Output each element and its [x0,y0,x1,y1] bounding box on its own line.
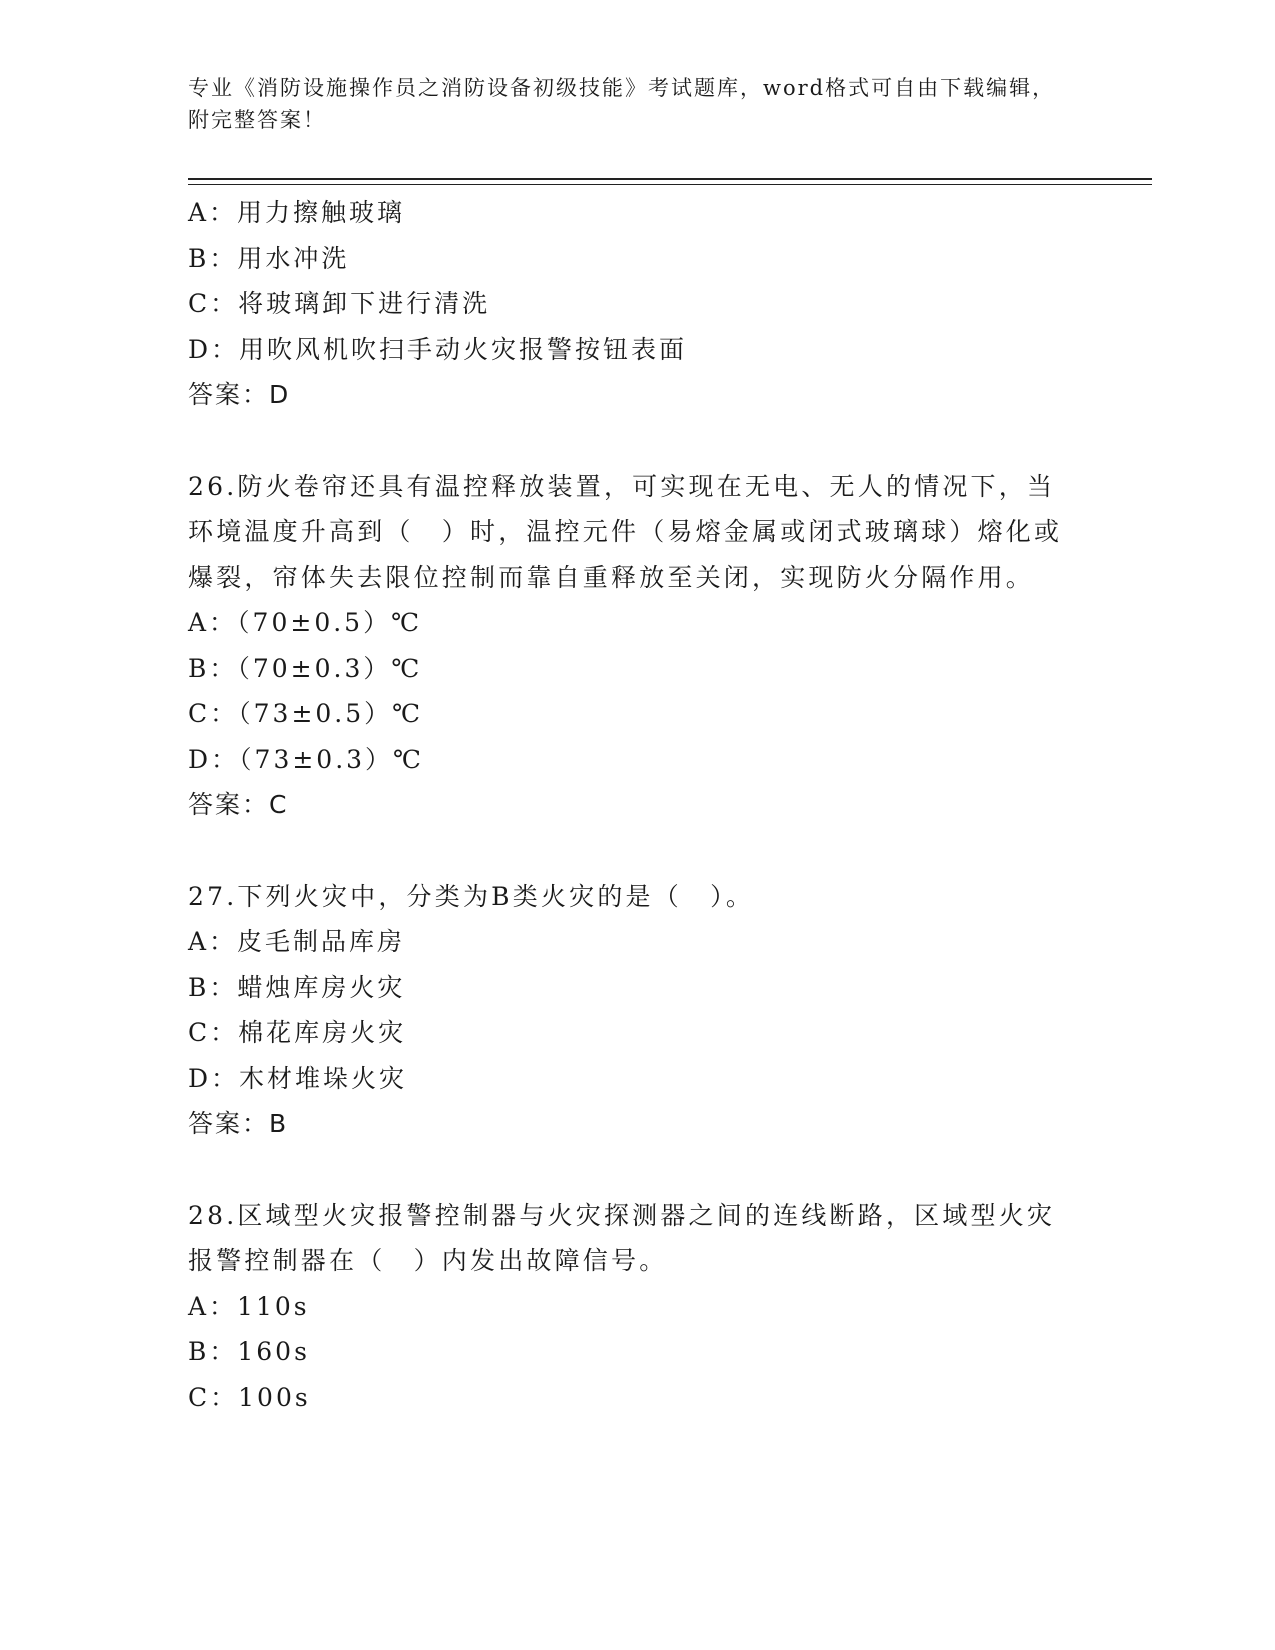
option-c: C：将玻璃卸下进行清洗 [188,289,491,318]
question-28 [188,1193,1088,1421]
document-content [188,190,1088,1420]
spacer [188,1147,1088,1193]
option-d: D：用吹风机吹扫手动火灾报警按钮表面 [188,334,688,364]
option-d: D：（73±0.3）℃ [188,744,425,774]
option-a: A：110s [188,1291,310,1321]
option-a: A：（70±0.5）℃ [188,608,423,637]
option-b: B：160s [188,1337,310,1366]
question-stem: 28.区域型火灾报警控制器与火灾探测器之间的连线断路，区域型火灾报警控制器在（ ）内发出故障信号。 [188,1200,1056,1275]
answer-line: 答案：C [188,790,289,819]
question-stem: 27.下列火灾中，分类为B类火灾的是（ ）。 [188,881,755,911]
option-c: C：100s [188,1382,311,1412]
option-a: A：用力擦触玻璃 [188,198,406,227]
document-header: 专业《消防设施操作员之消防设备初级技能》考试题库，word格式可自由下载编辑，附完整答案！ [188,76,1056,132]
option-d: D：木材堆垛火灾 [188,1063,408,1093]
spacer [188,828,1088,874]
option-b: B：用水冲洗 [188,243,350,273]
option-a: A：皮毛制品库房 [188,927,406,956]
option-c: C：棉花库房火灾 [188,1018,407,1047]
question-27 [188,874,1088,1147]
option-b: B：（70±0.3）℃ [188,653,423,683]
header-rule-thick [188,178,1152,180]
option-c: C：（73±0.5）℃ [188,699,424,728]
question-26 [188,464,1088,828]
option-b: B：蜡烛库房火灾 [188,972,406,1002]
answer-line: 答案：D [188,380,291,409]
answer-line: 答案：B [188,1109,289,1138]
question-stem: 26.防火卷帘还具有温控释放装置，可实现在无电、无人的情况下，当环境温度升高到（ ）时，温控元件（易熔金属或闭式玻璃球）熔化或爆裂，帘体失去限位控制而靠自重释放至关闭，实现防火分隔作用。 [188,471,1063,592]
spacer [188,418,1088,464]
header-rule-thin [188,184,1152,185]
question-25-continued [188,190,1088,418]
